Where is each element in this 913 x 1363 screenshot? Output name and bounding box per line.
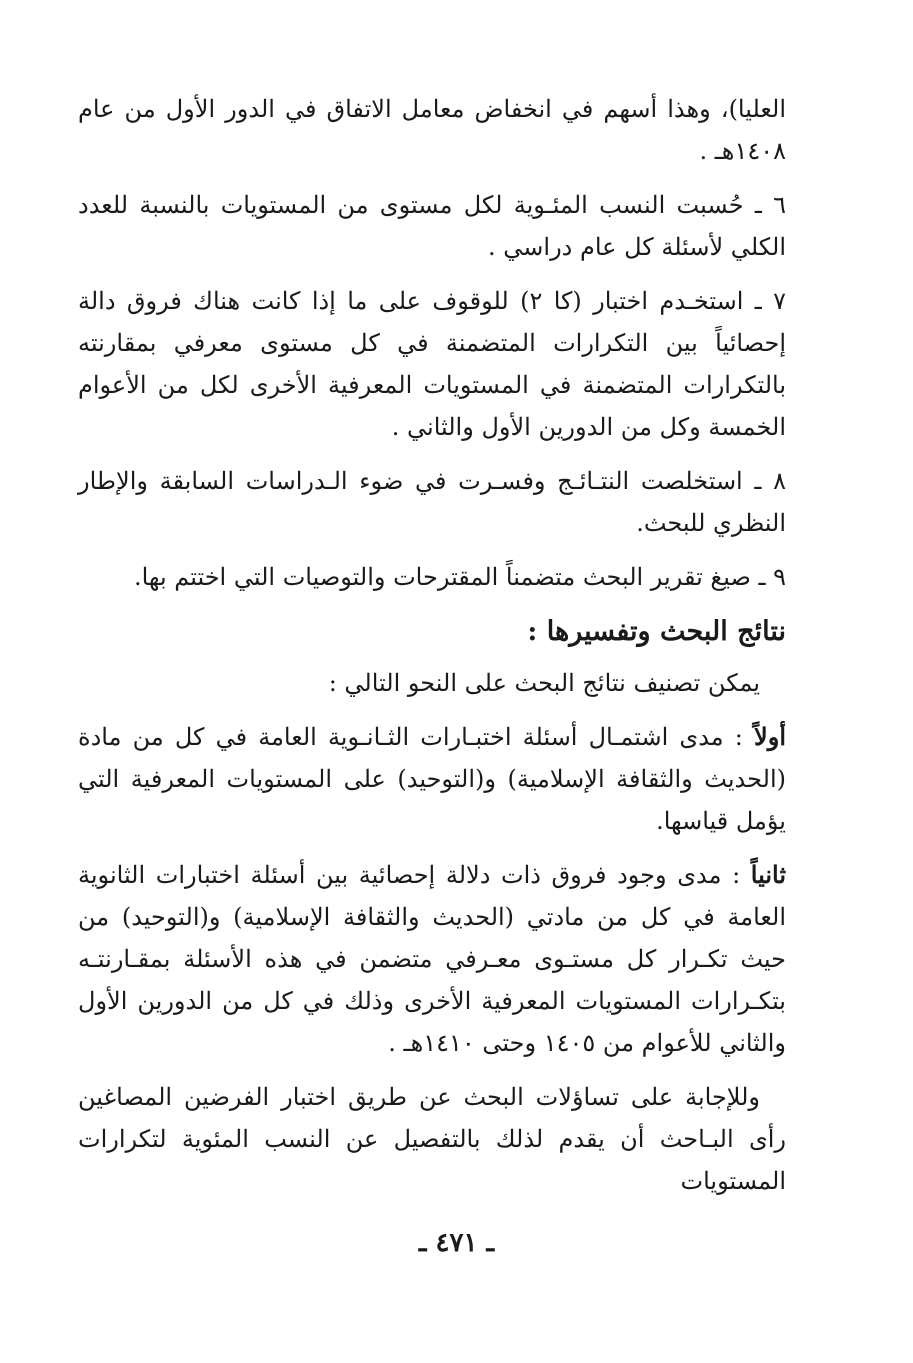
paragraph-item-9: ٩ ـ صيغ تقرير البحث متضمناً المقترحات والتوصيات التي اختتم بها.: [133, 563, 786, 591]
paragraph-item-8: ٨ ـ استخلصت النتـائـج وفسـرت في ضوء الـدراسات السابقة والإطار النظري للبحث.: [78, 467, 786, 537]
result-first: [78, 716, 786, 842]
page-number: ـ ٤٧١ ـ: [418, 1228, 495, 1258]
closing-paragraph: وللإجابة على تساؤلات البحث عن طريق اختبار الفرضين المصاغين رأى البـاحث أن يقدم لذلك بالتفصيل عن النسب المئوية لتكرارات المستويات: [78, 1083, 786, 1195]
result-second-text: : مدى وجود فروق ذات دلالة إحصائية بين أسئلة اختبارات الثانوية العامة في كل من مادتي (الحديث والثقافة الإسلامية) و(التوحيد) من حيث تكـرار كل مستـوى معـرفي متضمن في هذه الأسئلة بمقـارنتـه بتكـرارات المستويات المعرفية الأخرى وذلك في كل من الدورين الأول والثاني للأعوام من ١٤٠٥ وحتى ١٤١٠هـ .: [78, 861, 786, 1057]
paragraph-item-7: ٧ ـ استخـدم اختبار (كا ٢) للوقوف على ما إذا كانت هناك فروق دالة إحصائياً بين التكرارات المتضمنة في كل مستوى معرفي بمقارنته بالتكرارات المتضمنة في المستويات المعرفية الأخرى لكل من الأعوام الخمسة وكل من الدورين الأول والثاني .: [78, 287, 786, 441]
result-second: [78, 854, 786, 1064]
section-heading: نتائج البحث وتفسيرها :: [527, 616, 786, 647]
paragraph-continuation: العليا)، وهذا أسهم في انخفاض معامل الاتفاق في الدور الأول من عام ١٤٠٨هـ .: [78, 95, 786, 165]
page-body: [78, 88, 786, 1214]
result-first-text: : مدى اشتمـال أسئلة اختبـارات الثـانـوية العامة في كل من مادة (الحديث والثقافة الإسلامية) و(التوحيد) على المستويات المعرفية التي يؤمل قياسها.: [78, 723, 786, 835]
result-second-lead: ثانياً: [750, 860, 786, 889]
paragraph-item-6: ٦ ـ حُسبت النسب المئـوية لكل مستوى من المستويات بالنسبة للعدد الكلي لأسئلة كل عام دراسي .: [78, 191, 786, 261]
result-first-lead: أولاً: [754, 722, 786, 751]
intro-paragraph: يمكن تصنيف نتائج البحث على النحو التالي :: [328, 669, 760, 697]
